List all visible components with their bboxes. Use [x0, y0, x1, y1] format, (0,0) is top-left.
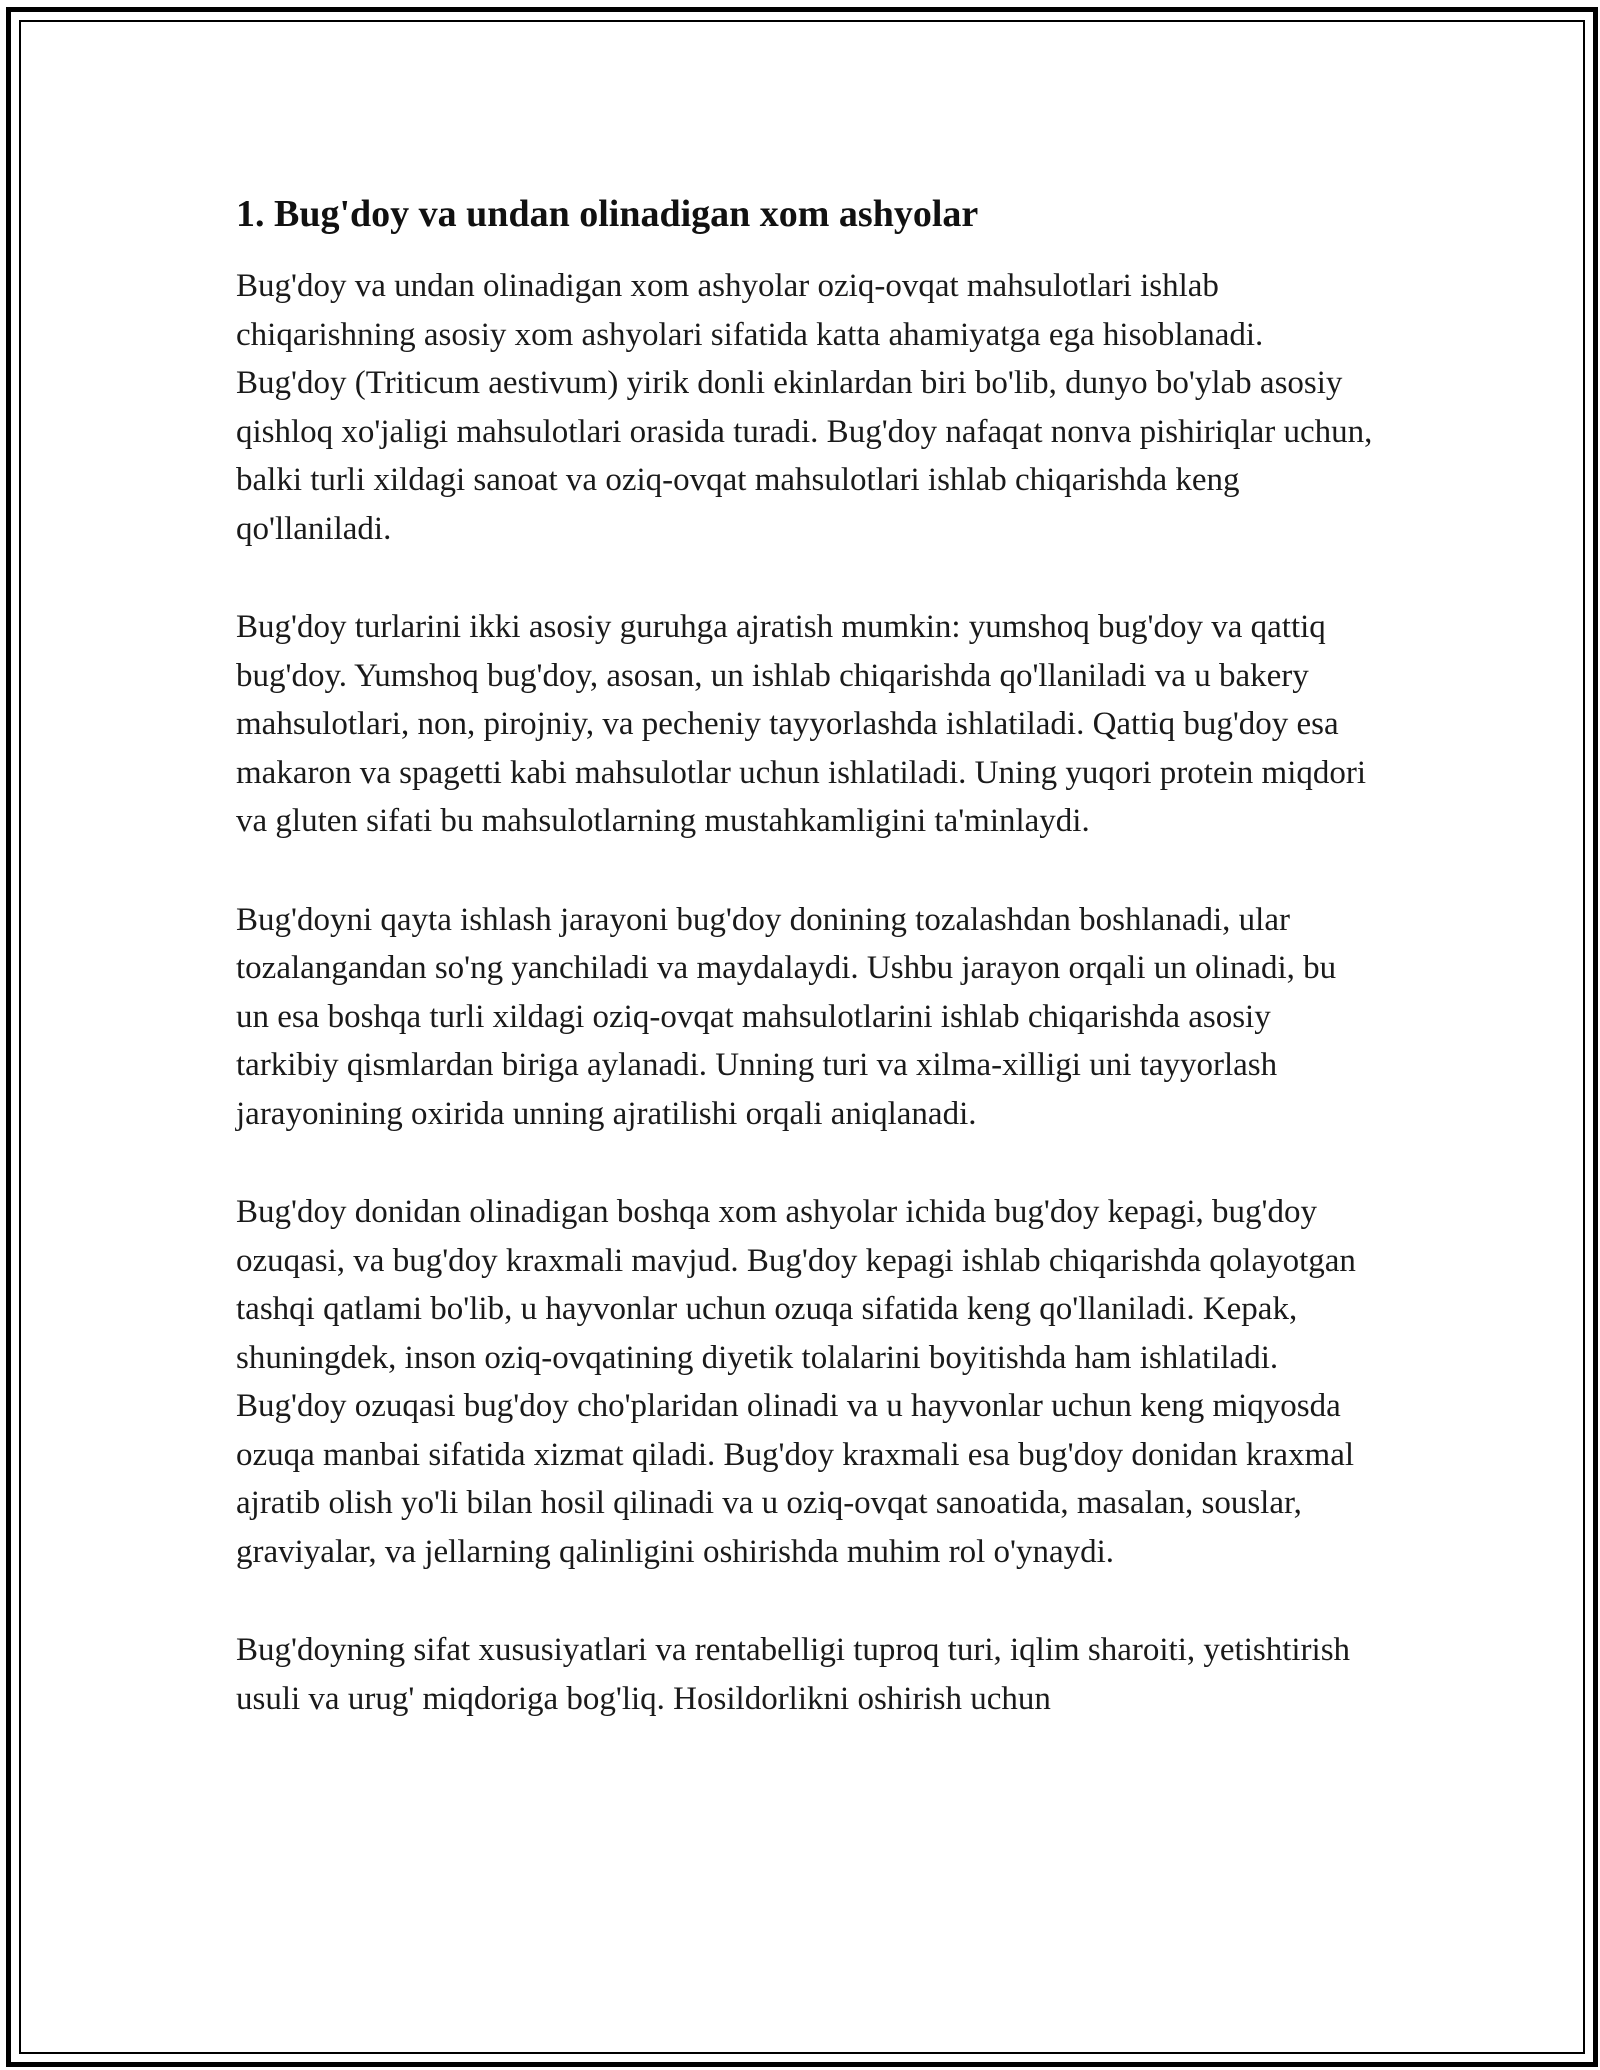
document-body — [236, 188, 1376, 1773]
paragraph: Bug'doy turlarini ikki asosiy guruhga ajratish mumkin: yumshoq bug'doy va qattiq bug'doy. Yumshoq bug'doy, asosan, un ishlab chiqarishda qo'llaniladi va u bakery mahsulotlari, non, pirojniy, va pecheniy tayyorlashda ishlatiladi. Qattiq bug'doy esa makaron va spagetti kabi mahsulotlar uchun ishlatiladi. Uning yuqori protein miqdori va gluten sifati bu mahsulotlarning mustahkamligini ta'minlaydi. — [236, 609, 1367, 839]
section-heading: 1. Bug'doy va undan olinadigan xom ashyolar — [236, 193, 979, 235]
paragraph: Bug'doyni qayta ishlash jarayoni bug'doy donining tozalashdan boshlanadi, ular tozalangandan so'ng yanchiladi va maydalaydi. Ushbu jarayon orqali un olinadi, bu un esa boshqa turli xildagi oziq-ovqat mahsulotlarini ishlab chiqarishda asosiy tarkibiy qismlardan biriga aylanadi. Unning turi va xilma-xilligi uni tayyorlash jarayonining oxirida unning ajratilishi orqali aniqlanadi. — [236, 901, 1337, 1132]
paragraph: Bug'doy donidan olinadigan boshqa xom ashyolar ichida bug'doy kepagi, bug'doy ozuqasi, va bug'doy kraxmali mavjud. Bug'doy kepagi ishlab chiqarishda qolayotgan tashqi qatlami bo'lib, u hayvonlar uchun ozuqa sifatida keng qo'llaniladi. Kepak, shuningdek, inson oziq-ovqatining diyetik tolalarini boyitishda ham ishlatiladi. Bug'doy ozuqasi bug'doy cho'plaridan olinadi va u hayvonlar uchun keng miqyosda ozuqa manbai sifatida xizmat qiladi. Bug'doy kraxmali esa bug'doy donidan kraxmal ajratib olish yo'li bilan hosil qilinadi va u oziq-ovqat sanoatida, masalan, souslar, graviyalar, va jellarning qalinligini oshirishda muhim rol o'ynaydi. — [236, 1194, 1356, 1570]
paragraph: Bug'doyning sifat xususiyatlari va rentabelligi tuproq turi, iqlim sharoiti, yetishtirish usuli va urug' miqdoriga bog'liq. Hosildorlikni oshirish uchun — [236, 1632, 1351, 1717]
paragraph: Bug'doy va undan olinadigan xom ashyolar oziq-ovqat mahsulotlari ishlab chiqarishning asosiy xom ashyolari sifatida katta ahamiyatga ega hisoblanadi. Bug'doy (Triticum aestivum) yirik donli ekinlardan biri bo'lib, dunyo bo'ylab asosiy qishloq xo'jaligi mahsulotlari orasida turadi. Bug'doy nafaqat nonva pishiriqlar uchun, balki turli xildagi sanoat va oziq-ovqat mahsulotlari ishlab chiqarishda keng qo'llaniladi. — [236, 268, 1373, 547]
